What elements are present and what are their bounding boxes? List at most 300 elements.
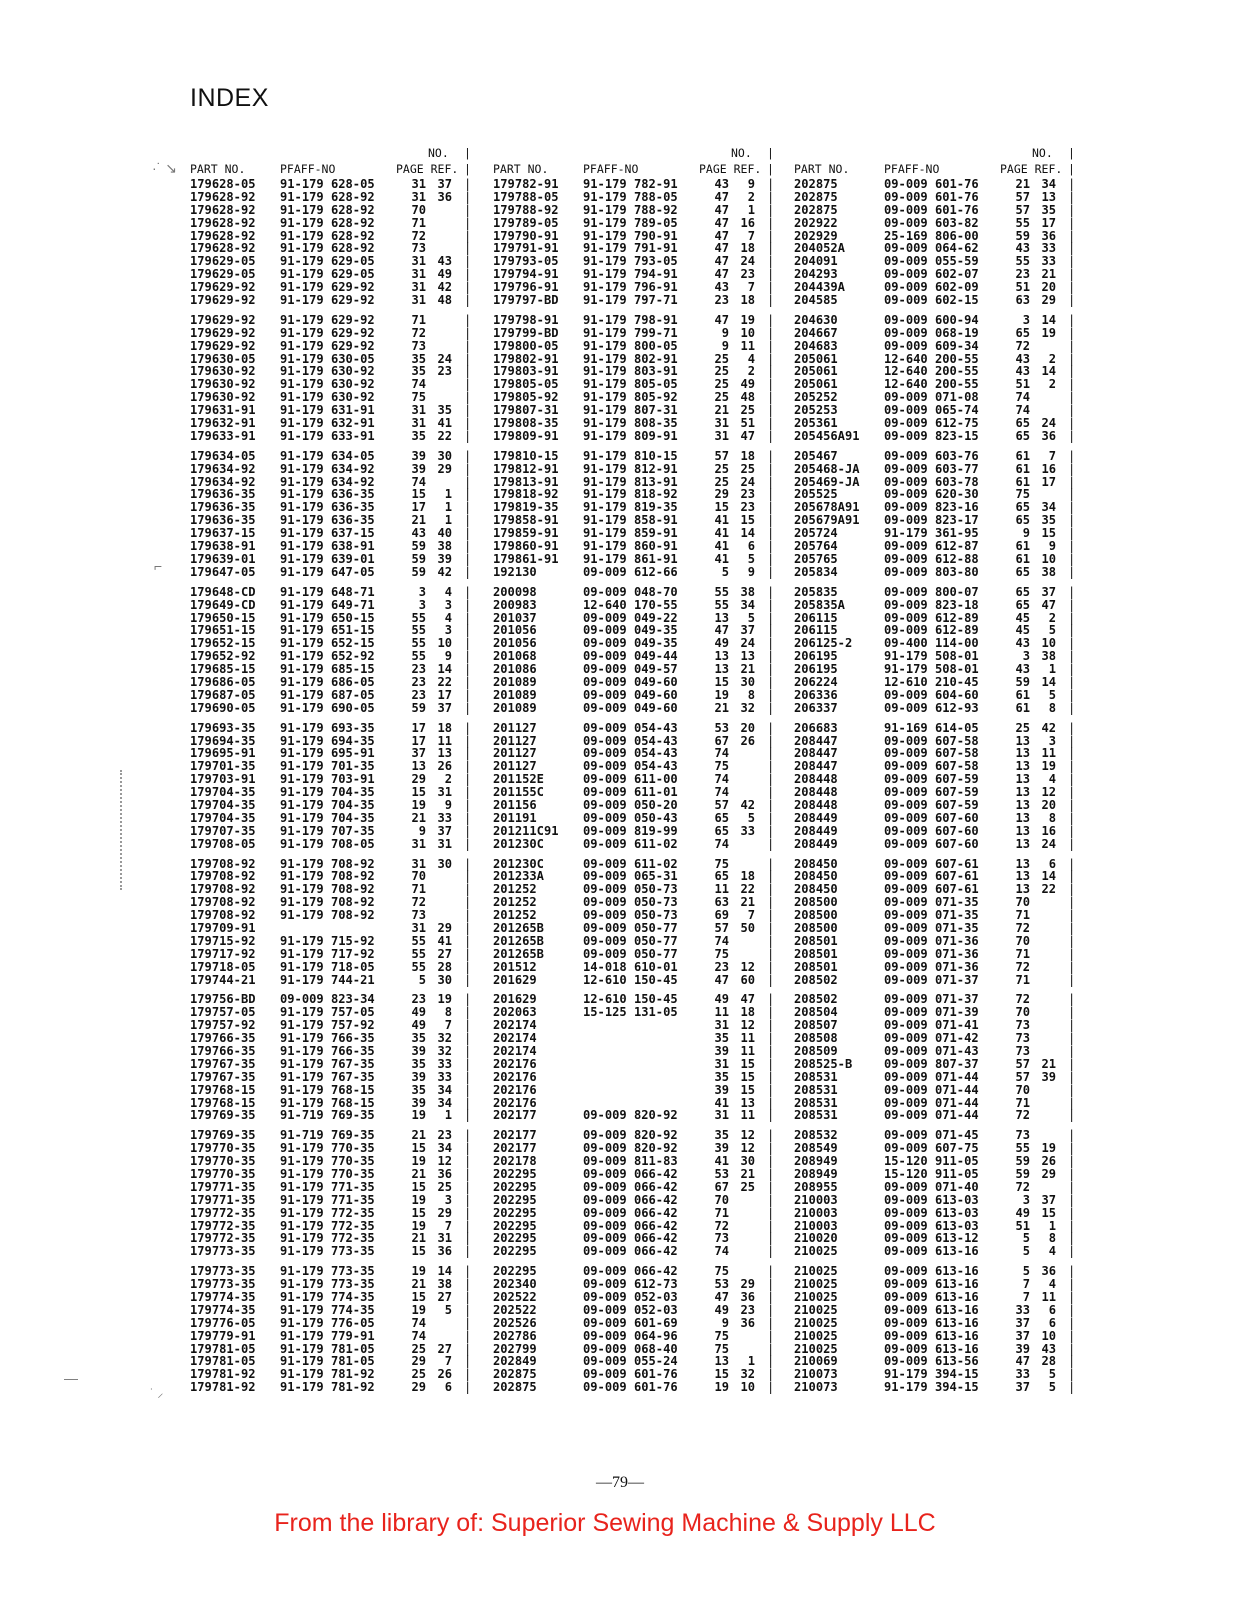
pfaff-no: 91-179 630-92: [280, 377, 375, 392]
part-no: 179781-05: [190, 1354, 256, 1369]
part-no: 210025: [794, 1290, 838, 1305]
row-bar: |: [767, 325, 775, 340]
ref-no: 14: [1041, 674, 1056, 689]
part-no: 179793-05: [493, 254, 559, 269]
row-bar: |: [1068, 526, 1076, 541]
ref-no: 11: [740, 338, 755, 353]
row-bar: |: [1068, 215, 1076, 230]
row-bar: |: [464, 1354, 472, 1369]
part-no: 202178: [493, 1154, 537, 1169]
ref-no: 4: [747, 351, 755, 366]
row-bar: |: [767, 687, 775, 702]
ref-no: 17: [1041, 474, 1056, 489]
page-no: 43: [1015, 662, 1030, 677]
row-bar: |: [767, 254, 775, 269]
row-bar: |: [1068, 797, 1076, 812]
pfaff-no: 12-640 200-55: [884, 364, 979, 379]
part-no: 201211C91: [493, 823, 559, 838]
row-bar: |: [1068, 202, 1076, 217]
page-no: 37: [1015, 1380, 1030, 1395]
row-bar: |: [464, 759, 472, 774]
row-bar: |: [464, 1005, 472, 1020]
part-no: 179647-05: [190, 564, 256, 579]
pfaff-no: 91-179 628-92: [280, 228, 375, 243]
pfaff-no: 09-009 071-08: [884, 390, 979, 405]
row-bar: |: [1068, 1056, 1076, 1071]
part-no: 179757-92: [190, 1018, 256, 1033]
part-no: 208531: [794, 1095, 838, 1110]
part-no: 179628-92: [190, 202, 256, 217]
ref-no: 14: [437, 1264, 452, 1279]
pfaff-no: 09-009 607-60: [884, 836, 979, 851]
row-bar: |: [1068, 1205, 1076, 1220]
pfaff-no: 09-009 612-66: [583, 564, 678, 579]
part-no: 202875: [493, 1380, 537, 1395]
row-bar: |: [464, 908, 472, 923]
page-no: 15: [714, 500, 729, 515]
part-no: 201265B: [493, 920, 544, 935]
row-bar: |: [464, 325, 472, 340]
ref-no: 15: [740, 1056, 755, 1071]
ref-no: 25: [437, 1179, 452, 1194]
pfaff-no: 09-009 613-03: [884, 1192, 979, 1207]
part-no: 201037: [493, 610, 537, 625]
ref-no: 1: [444, 487, 452, 502]
row-bar: |: [464, 746, 472, 761]
page-no: 61: [1015, 474, 1030, 489]
pfaff-no: 12-610 210-45: [884, 674, 979, 689]
page-no: 19: [411, 1154, 426, 1169]
pfaff-no: 15-120 911-05: [884, 1154, 979, 1169]
pfaff-no: 09-009 612-93: [884, 700, 979, 715]
pfaff-no: 91-179 629-92: [280, 293, 375, 308]
part-no: 205456A91: [794, 428, 860, 443]
row-bar: |: [767, 377, 775, 392]
part-no: 210003: [794, 1218, 838, 1233]
pfaff-no: 09-009 049-35: [583, 636, 678, 651]
part-no: 202786: [493, 1328, 537, 1343]
row-bar: |: [464, 1244, 472, 1259]
page-no: 53: [714, 720, 729, 735]
row-bar: |: [1068, 564, 1076, 579]
row-bar: |: [464, 1044, 472, 1058]
page-no: 70: [411, 202, 426, 217]
pfaff-no: 91-179 768-15: [280, 1082, 375, 1097]
pfaff-no: 91-179 779-91: [280, 1328, 375, 1343]
pfaff-no: 09-009 613-03: [884, 1205, 979, 1220]
ref-no: 43: [437, 254, 452, 269]
ref-no: 1: [444, 1108, 452, 1123]
row-bar: |: [767, 1290, 775, 1305]
pfaff-no: 09-009 607-61: [884, 856, 979, 871]
ref-no: 6: [747, 539, 755, 554]
pfaff-no: 91-179 628-92: [280, 189, 375, 204]
pfaff-no: 91-179 631-91: [280, 403, 375, 418]
page-no: 74: [714, 1244, 729, 1259]
part-no: 206115: [794, 610, 838, 625]
ref-no: 5: [1048, 1367, 1056, 1382]
pfaff-no: 09-009 613-16: [884, 1277, 979, 1292]
pfaff-no: 09-009 823-18: [884, 597, 979, 612]
part-no: 208501: [794, 933, 838, 948]
ref-no: 30: [437, 856, 452, 871]
row-bar: |: [464, 1069, 472, 1084]
part-no: 179770-35: [190, 1167, 256, 1182]
row-bar: |: [1068, 351, 1076, 366]
page-no: 9: [721, 325, 729, 340]
pfaff-no: 91-179 652-92: [280, 649, 375, 664]
pfaff-no: 91-179 771-35: [280, 1192, 375, 1207]
pfaff-no: 09-009 068-19: [884, 325, 979, 340]
page-no: 37: [1015, 1328, 1030, 1343]
part-no: 202875: [493, 1367, 537, 1382]
header-pfaff-no: PFAFF-NO: [583, 162, 639, 176]
part-no: 205361: [794, 416, 838, 431]
pfaff-no: 91-179 808-35: [583, 416, 678, 431]
pfaff-no: 09-009 612-88: [884, 551, 979, 566]
ref-no: 20: [1041, 797, 1056, 812]
ref-no: 9: [747, 177, 755, 191]
ref-no: 4: [1048, 772, 1056, 787]
page-no: 65: [714, 869, 729, 884]
part-no: 208955: [794, 1179, 838, 1194]
pfaff-no: 09-009 611-02: [583, 856, 678, 871]
row-bar: |: [767, 351, 775, 366]
part-no: 179628-92: [190, 228, 256, 243]
part-no: 201230C: [493, 836, 544, 851]
row-bar: |: [1068, 1367, 1076, 1382]
row-bar: |: [464, 539, 472, 554]
ref-no: 48: [740, 390, 755, 405]
ref-no: 24: [1041, 416, 1056, 431]
page-no: 19: [411, 1192, 426, 1207]
row-bar: |: [464, 1290, 472, 1305]
row-bar: |: [1068, 461, 1076, 476]
pfaff-no: 09-009 823-17: [884, 513, 979, 528]
pfaff-no: 09-009 071-35: [884, 920, 979, 935]
ref-no: 7: [747, 280, 755, 295]
pfaff-no: 91-179 394-15: [884, 1367, 979, 1382]
row-bar: |: [1068, 1141, 1076, 1156]
ref-no: 24: [1041, 836, 1056, 851]
part-no: 179818-92: [493, 487, 559, 502]
page-no: 25: [714, 390, 729, 405]
part-no: 179768-15: [190, 1095, 256, 1110]
page-no: 55: [411, 946, 426, 961]
part-no: 179797-BD: [493, 293, 559, 308]
ref-no: 11: [740, 1031, 755, 1046]
part-no: 179628-92: [190, 215, 256, 230]
part-no: 179805-92: [493, 390, 559, 405]
ref-no: 22: [437, 674, 452, 689]
ref-no: 9: [747, 564, 755, 579]
part-no: 179695-91: [190, 746, 256, 761]
page-no: 59: [1015, 228, 1030, 243]
ref-no: 7: [444, 1354, 452, 1369]
part-no: 179637-15: [190, 526, 256, 541]
page-no: 74: [411, 1328, 426, 1343]
pfaff-no: 09-009 820-92: [583, 1128, 678, 1143]
part-no: 179704-35: [190, 785, 256, 800]
ref-no: 15: [1041, 526, 1056, 541]
row-bar: |: [464, 474, 472, 489]
part-no: 179773-35: [190, 1244, 256, 1259]
ref-no: 2: [1048, 610, 1056, 625]
row-bar: |: [1068, 403, 1076, 418]
pfaff-no: 09-009 071-37: [884, 992, 979, 1007]
page-no: 70: [714, 1192, 729, 1207]
ref-no: 28: [1041, 1354, 1056, 1369]
row-bar: |: [1068, 364, 1076, 379]
part-no: 179628-92: [190, 189, 256, 204]
row-bar: |: [767, 1167, 775, 1182]
row-bar: |: [1068, 772, 1076, 787]
ref-no: 7: [1048, 448, 1056, 463]
part-no: 208449: [794, 823, 838, 838]
part-no: 208507: [794, 1018, 838, 1033]
row-bar: |: [1068, 733, 1076, 748]
row-bar: |: [767, 215, 775, 230]
row-bar: |: [767, 959, 775, 974]
pfaff-no: 91-179 648-71: [280, 584, 375, 599]
pfaff-no: 09-009 607-58: [884, 746, 979, 761]
page-no: 13: [714, 610, 729, 625]
pfaff-no: 09-009 050-73: [583, 908, 678, 923]
ref-no: 14: [1041, 869, 1056, 884]
page-no: 74: [714, 836, 729, 851]
row-bar: |: [464, 856, 472, 871]
row-bar: |: [767, 1069, 775, 1084]
part-no: 204667: [794, 325, 838, 340]
pfaff-no: 09-009 613-16: [884, 1290, 979, 1305]
page-no: 21: [411, 1128, 426, 1143]
part-no: 179819-35: [493, 500, 559, 515]
part-no: 204630: [794, 312, 838, 327]
header-no: NO.: [428, 146, 449, 160]
row-bar: |: [1068, 228, 1076, 243]
page-no: 37: [411, 746, 426, 761]
row-bar: |: [1068, 312, 1076, 327]
pfaff-no: 09-009 601-69: [583, 1315, 678, 1330]
pfaff-no: 12-610 150-45: [583, 992, 678, 1007]
page-no: 57: [1015, 1069, 1030, 1084]
pfaff-no: 09-009 803-80: [884, 564, 979, 579]
row-bar: |: [1068, 1380, 1076, 1395]
ref-no: 5: [747, 551, 755, 566]
row-bar: |: [1068, 539, 1076, 554]
pfaff-no: 09-009 065-74: [884, 403, 979, 418]
page-no: 55: [1015, 1141, 1030, 1156]
part-no: 202522: [493, 1290, 537, 1305]
page-no: 21: [714, 700, 729, 715]
ref-no: 23: [740, 487, 755, 502]
row-bar: |: [767, 390, 775, 405]
row-bar: |: [464, 584, 472, 599]
part-no: 210025: [794, 1315, 838, 1330]
part-no: 206195: [794, 649, 838, 664]
row-bar: |: [767, 972, 775, 987]
part-no: 179859-91: [493, 526, 559, 541]
pfaff-no: 09-009 607-75: [884, 1141, 979, 1156]
ref-no: 26: [1041, 1154, 1056, 1169]
part-no: 202295: [493, 1264, 537, 1279]
part-no: 179767-35: [190, 1069, 256, 1084]
ref-no: 19: [437, 992, 452, 1007]
pfaff-no: 09-009 604-60: [884, 687, 979, 702]
pfaff-no: 91-179 704-35: [280, 785, 375, 800]
page-no: 73: [714, 1231, 729, 1246]
ref-no: 4: [1048, 1244, 1056, 1259]
part-no: 208449: [794, 810, 838, 825]
pfaff-no: 91-179 508-01: [884, 662, 979, 677]
page-no: 39: [714, 1044, 729, 1058]
page-no: 19: [411, 1302, 426, 1317]
part-no: 208500: [794, 920, 838, 935]
ref-no: 34: [437, 1082, 452, 1097]
row-bar: |: [464, 254, 472, 269]
pfaff-no: 91-179 798-91: [583, 312, 678, 327]
part-no: 179685-15: [190, 662, 256, 677]
row-bar: |: [1068, 241, 1076, 256]
part-no: 206336: [794, 687, 838, 702]
pfaff-no: 09-009 820-92: [583, 1108, 678, 1123]
pfaff-no: 91-179 715-92: [280, 933, 375, 948]
page-no: 72: [714, 1218, 729, 1233]
page-no: 31: [411, 177, 426, 191]
page-no: 69: [714, 908, 729, 923]
part-no: 202174: [493, 1044, 537, 1058]
row-bar: |: [1068, 1108, 1076, 1123]
part-no: 179651-15: [190, 623, 256, 638]
ref-no: 12: [437, 1154, 452, 1169]
pfaff-no: 09-009 050-77: [583, 920, 678, 935]
page-no: 21: [411, 1277, 426, 1292]
header-page-ref: PAGE REF.: [1000, 162, 1063, 176]
ref-no: 33: [1041, 254, 1056, 269]
pfaff-no: 91-179 629-92: [280, 312, 375, 327]
pfaff-no: 09-009 071-35: [884, 895, 979, 910]
part-no: 202177: [493, 1128, 537, 1143]
ref-no: 26: [740, 733, 755, 748]
part-no: 210025: [794, 1277, 838, 1292]
page-no: 55: [411, 610, 426, 625]
part-no: 179770-35: [190, 1154, 256, 1169]
part-no: 179766-35: [190, 1044, 256, 1058]
row-bar: |: [464, 1056, 472, 1071]
pfaff-no: 91-179 771-35: [280, 1179, 375, 1194]
part-no: 179629-05: [190, 267, 256, 282]
pfaff-no: 91-179 708-92: [280, 869, 375, 884]
ref-no: 21: [1041, 1056, 1056, 1071]
page-no: 9: [418, 823, 426, 838]
pfaff-no: 09-009 050-43: [583, 810, 678, 825]
page-no: 73: [1015, 1044, 1030, 1058]
page-no: 23: [714, 293, 729, 308]
part-no: 179771-35: [190, 1192, 256, 1207]
row-bar: |: [1068, 1302, 1076, 1317]
pfaff-no: 09-009 071-37: [884, 972, 979, 987]
page-no: 47: [714, 1290, 729, 1305]
pfaff-no: 91-179 793-05: [583, 254, 678, 269]
row-bar: |: [1068, 810, 1076, 825]
page-no: 25: [714, 364, 729, 379]
pfaff-no: 25-169 806-00: [884, 228, 979, 243]
ref-no: 4: [444, 610, 452, 625]
ref-no: 3: [444, 1192, 452, 1207]
part-no: 205467: [794, 448, 838, 463]
part-no: 208531: [794, 1069, 838, 1084]
pfaff-no: 91-179 819-35: [583, 500, 678, 515]
ref-no: 47: [740, 992, 755, 1007]
part-no: 202295: [493, 1179, 537, 1194]
page-no: 9: [1022, 526, 1030, 541]
row-bar: |: [464, 513, 472, 528]
page-no: 59: [1015, 1154, 1030, 1169]
part-no: 179630-92: [190, 377, 256, 392]
page-no: 65: [1015, 500, 1030, 515]
ref-no: 51: [740, 416, 755, 431]
ref-no: 29: [1041, 1167, 1056, 1182]
row-bar: |: [464, 1218, 472, 1233]
pfaff-no: 09-009 066-42: [583, 1167, 678, 1182]
part-no: 201191: [493, 810, 537, 825]
ref-no: 8: [1048, 700, 1056, 715]
page-no: 31: [714, 1108, 729, 1123]
part-no: 179772-35: [190, 1205, 256, 1220]
row-bar: |: [1068, 325, 1076, 340]
part-no: 206337: [794, 700, 838, 715]
ref-no: 1: [747, 1354, 755, 1369]
pfaff-no: 91-179 773-35: [280, 1277, 375, 1292]
pfaff-no: 91-179 818-92: [583, 487, 678, 502]
part-no: 179810-15: [493, 448, 559, 463]
pfaff-no: 91-179 704-35: [280, 797, 375, 812]
part-no: 179693-35: [190, 720, 256, 735]
header-bar: |: [1068, 162, 1075, 176]
ref-no: 42: [1041, 720, 1056, 735]
page-no: 57: [714, 448, 729, 463]
part-no: 205765: [794, 551, 838, 566]
row-bar: |: [767, 1231, 775, 1246]
pfaff-no: 09-009 600-94: [884, 312, 979, 327]
part-no: 179813-91: [493, 474, 559, 489]
row-bar: |: [464, 1018, 472, 1033]
ref-no: 60: [740, 972, 755, 987]
pfaff-no: 91-179 744-21: [280, 972, 375, 987]
page-no: 57: [1015, 202, 1030, 217]
row-bar: |: [464, 338, 472, 353]
pfaff-no: 91-179 708-92: [280, 908, 375, 923]
ref-no: 21: [740, 1167, 755, 1182]
part-no: 202875: [794, 202, 838, 217]
part-no: 179769-35: [190, 1108, 256, 1123]
ref-no: 7: [747, 908, 755, 923]
page-no: 67: [714, 1179, 729, 1194]
ref-no: 11: [740, 1108, 755, 1123]
row-bar: |: [464, 836, 472, 851]
ref-no: 7: [444, 1218, 452, 1233]
part-no: 210025: [794, 1244, 838, 1259]
page-no: 13: [1015, 733, 1030, 748]
page-no: 5: [1022, 1244, 1030, 1259]
part-no: 179772-35: [190, 1231, 256, 1246]
part-no: 208531: [794, 1108, 838, 1123]
pfaff-no: 09-009 049-22: [583, 610, 678, 625]
ref-no: 5: [1048, 623, 1056, 638]
row-bar: |: [1068, 687, 1076, 702]
row-bar: |: [767, 810, 775, 825]
row-bar: |: [767, 513, 775, 528]
